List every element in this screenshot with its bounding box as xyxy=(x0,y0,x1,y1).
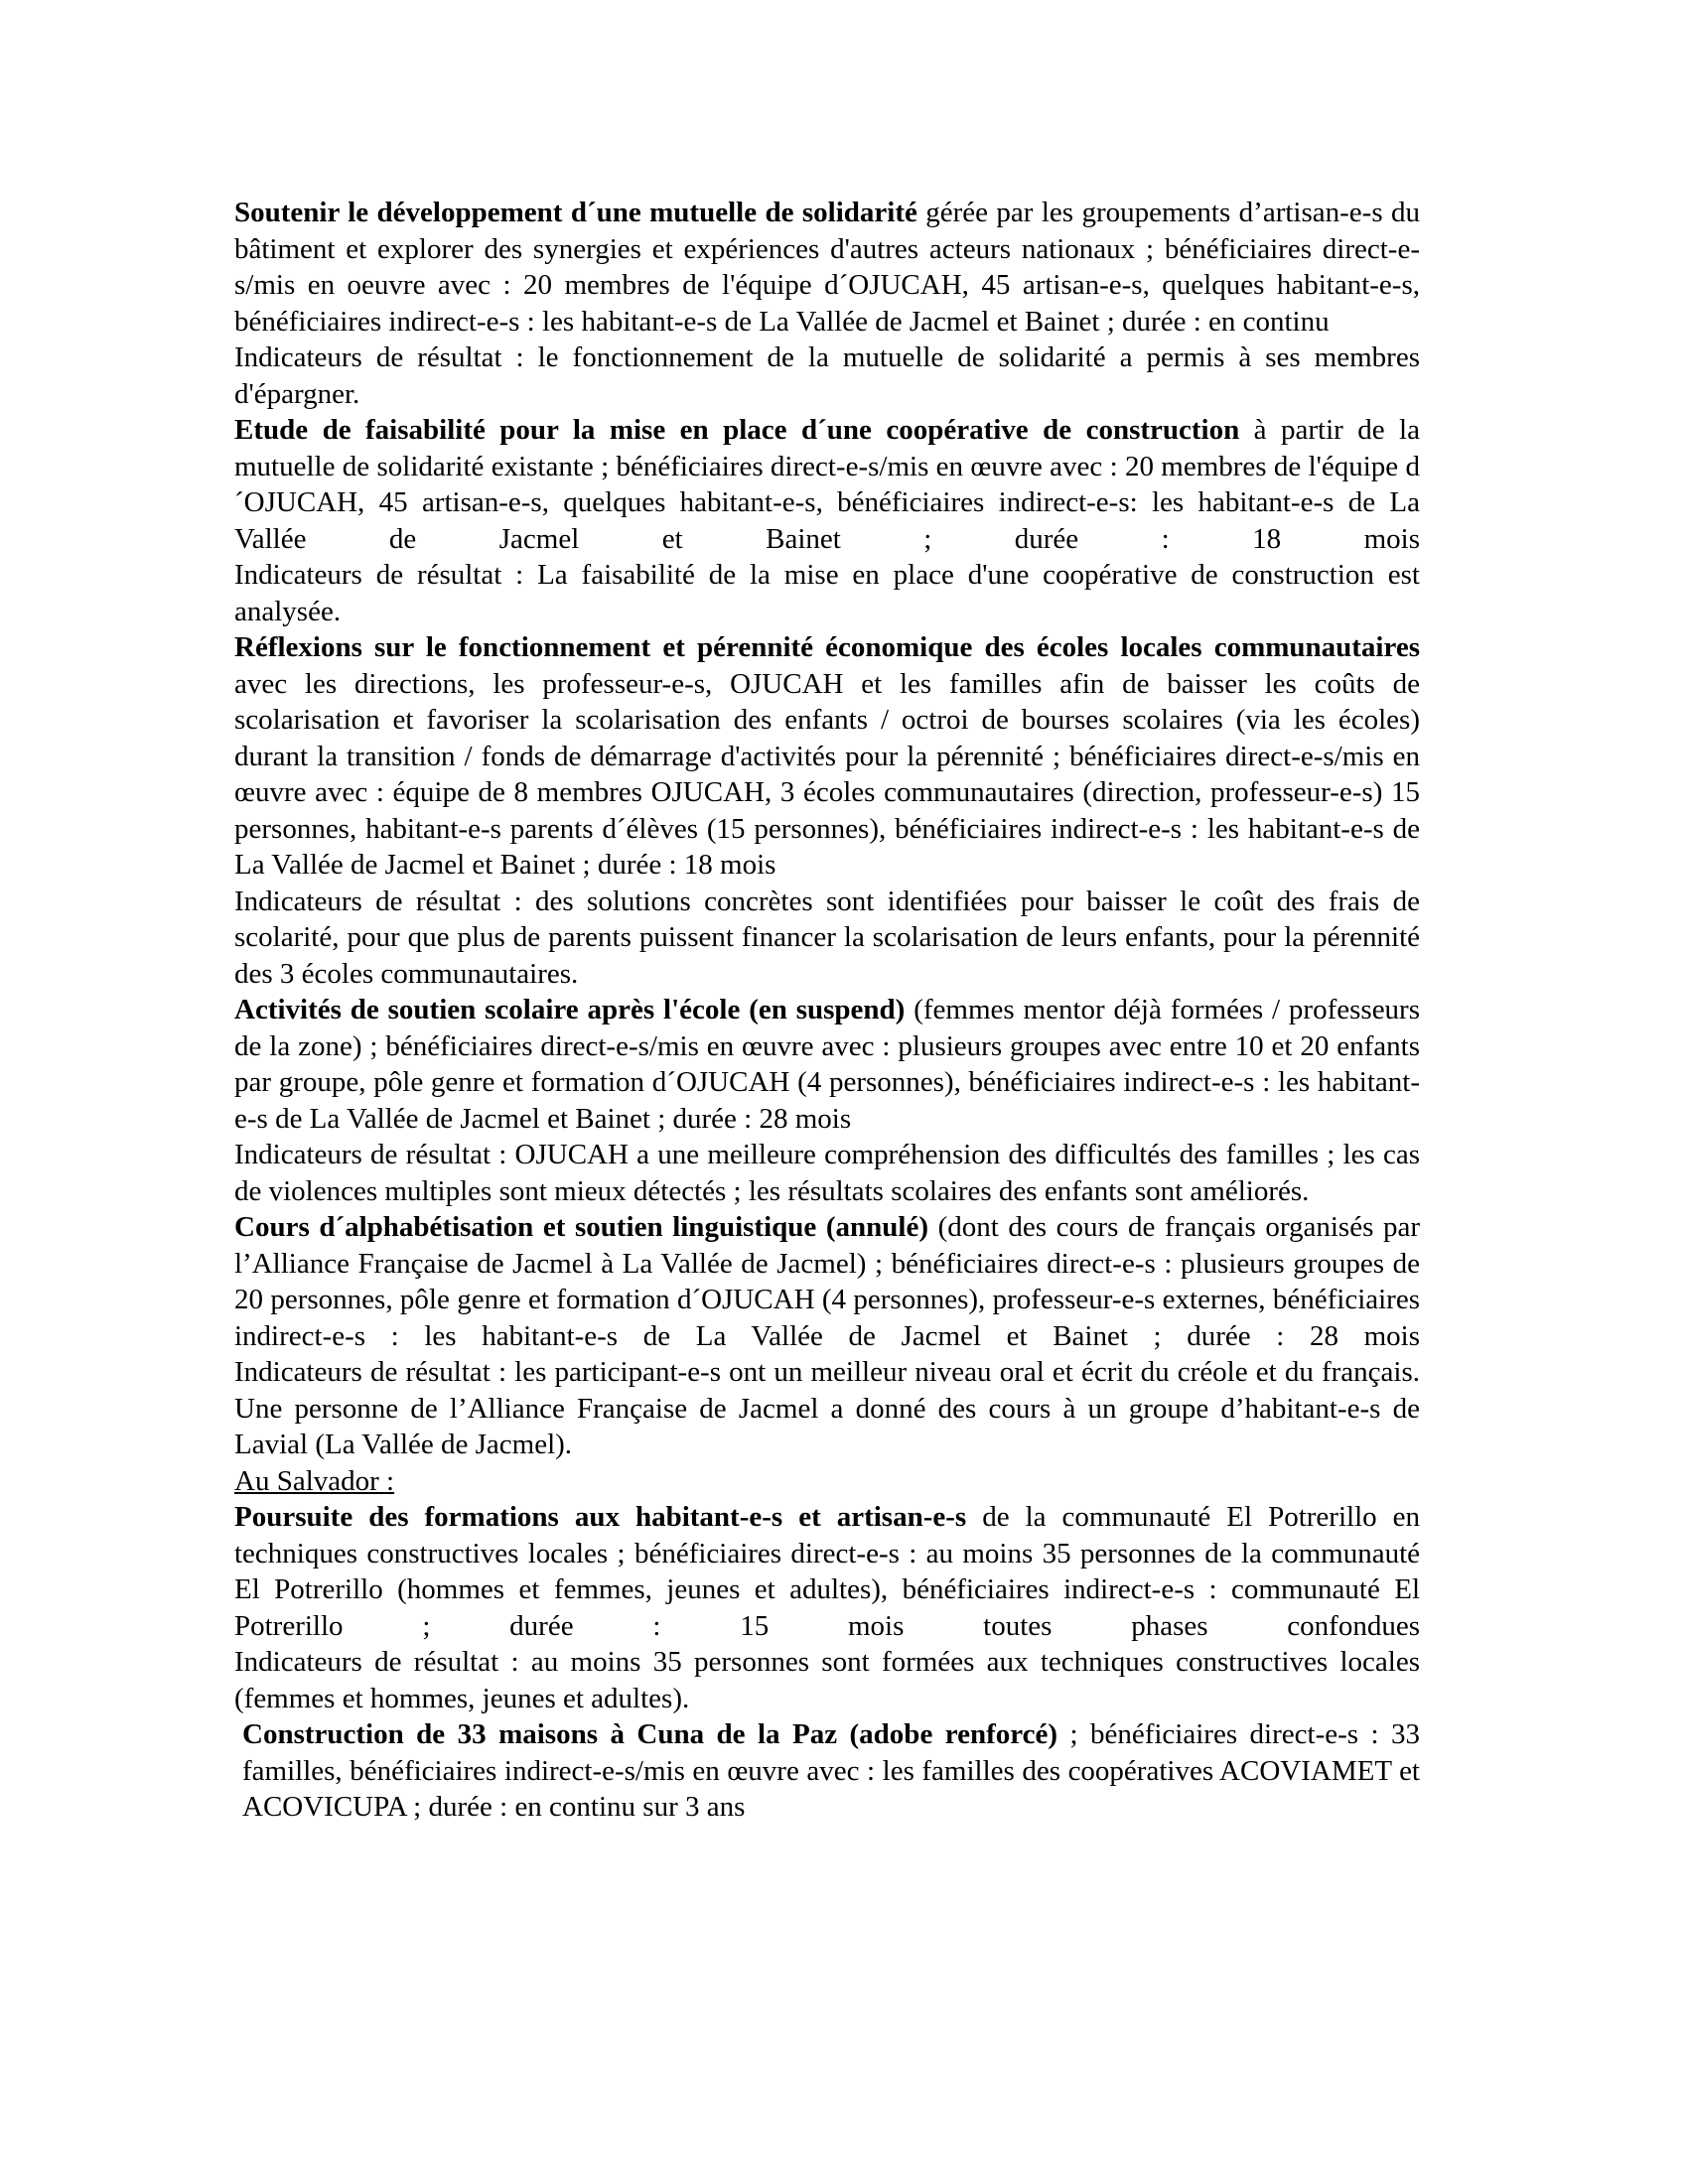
paragraph-cooperative xyxy=(234,412,1420,557)
heading-alphabetisation: Cours d´alphabétisation et soutien linguistique (annulé) xyxy=(234,1211,928,1243)
text-formations: de la communauté El Potrerillo en techniques constructives locales ; bénéficiaires direct-e-s : au moins 35 personnes de la communauté El Potrerillo (hommes et femmes, jeunes et adultes), bénéficiaires indirect-e-s : communauté El Potrerillo ; durée : 15 mois toutes phases confondues xyxy=(234,1501,1420,1642)
paragraph-soutien-scolaire xyxy=(234,992,1420,1137)
paragraph-formations xyxy=(234,1499,1420,1644)
indicator-formations: Indicateurs de résultat : au moins 35 personnes sont formées aux techniques constructives locales (femmes et hommes, jeunes et adultes). xyxy=(234,1646,1420,1714)
indicator-ecoles: Indicateurs de résultat : des solutions concrètes sont identifiées pour baisser le coût des frais de scolarité, pour que plus de parents puissent financer la scolarisation de leurs enfants, pour la pérennité des 3 écoles communautaires. xyxy=(234,885,1420,990)
indicator-soutien-scolaire: Indicateurs de résultat : OJUCAH a une meilleure compréhension des difficultés des familles ; les cas de violences multiples sont mieux détectés ; les résultats scolaires des enfants sont améliorés. xyxy=(234,1139,1420,1207)
text-cooperative: à partir de la mutuelle de solidarité existante ; bénéficiaires direct-e-s/mis en œuvre avec : 20 membres de l'équipe d´OJUCAH, 45 artisan-e-s, quelques habitant-e-s, bénéficiaires indirect-e-s: les habitant-e-s de La Vallée de Jacmel et Bainet ; durée : 18 mois xyxy=(234,414,1420,555)
section-salvador-label: Au Salvador : xyxy=(234,1464,395,1497)
text-construction: ; bénéficiaires direct-e-s : 33 familles, bénéficiaires indirect-e-s/mis en œuvre avec : les familles des coopératives ACOVIAMET et ACOVICUPA ; durée : en continu sur 3 ans xyxy=(242,1718,1420,1823)
heading-construction: Construction de 33 maisons à Cuna de la Paz (adobe renforcé) xyxy=(242,1718,1058,1750)
text-alphabetisation: (dont des cours de français organisés par l’Alliance Française de Jacmel à La Vallée de Jacmel) ; bénéficiaires direct-e-s : plusieurs groupes de 20 personnes, pôle genre et formation d´OJUCAH (4 personnes), professeur-e-s externes, bénéficiaires indirect-e-s : les habitant-e-s de La Vallée de Jacmel et Bainet ; durée : 28 mois xyxy=(234,1211,1420,1352)
heading-soutien-scolaire: Activités de soutien scolaire après l'école (en suspend) xyxy=(234,994,906,1025)
section-salvador xyxy=(234,1463,1420,1500)
text-ecoles: avec les directions, les professeur-e-s, OJUCAH et les familles afin de baisser les coûts de scolarisation et favoriser la scolarisation des enfants / octroi de bourses scolaires (via les écoles) durant la transition / fonds de démarrage d'activités pour la pérennité ; bénéficiaires direct-e-s/mis en œuvre avec : équipe de 8 membres OJUCAH, 3 écoles communautaires (direction, professeur-e-s) 15 personnes, habitant-e-s parents d´élèves (15 personnes), bénéficiaires indirect-e-s : les habitant-e-s de La Vallée de Jacmel et Bainet ; durée : 18 mois xyxy=(234,667,1420,881)
heading-formations: Poursuite des formations aux habitant-e-s et artisan-e-s xyxy=(234,1501,967,1533)
heading-ecoles: Réflexions sur le fonctionnement et pérennité économique des écoles locales communautaires xyxy=(234,631,1420,663)
paragraph-alphabetisation xyxy=(234,1209,1420,1354)
indicator-alphabetisation: Indicateurs de résultat : les participant-e-s ont un meilleur niveau oral et écrit du créole et du français. Une personne de l’Alliance Française de Jacmel a donné des cours à un groupe d’habitant-e-s de Lavial (La Vallée de Jacmel). xyxy=(234,1356,1420,1460)
document-body xyxy=(234,195,1420,1826)
indicator-cooperative: Indicateurs de résultat : La faisabilité de la mise en place d'une coopérative de construction est analysée. xyxy=(234,559,1420,627)
paragraph-mutuelle xyxy=(234,195,1420,340)
text-mutuelle: gérée par les groupements d’artisan-e-s du bâtiment et explorer des synergies et expériences d'autres acteurs nationaux ; bénéficiaires direct-e-s/mis en oeuvre avec : 20 membres de l'équipe d´OJUCAH, 45 artisan-e-s, quelques habitant-e-s, bénéficiaires indirect-e-s : les habitant-e-s de La Vallée de Jacmel et Bainet ; durée : en continu xyxy=(234,197,1421,338)
paragraph-ecoles xyxy=(234,629,1420,884)
text-soutien-scolaire: (femmes mentor déjà formées / professeurs de la zone) ; bénéficiaires direct-e-s/mis en œuvre avec : plusieurs groupes avec entre 10 et 20 enfants par groupe, pôle genre et formation d´OJUCAH (4 personnes), bénéficiaires indirect-e-s : les habitant-e-s de La Vallée de Jacmel et Bainet ; durée : 28 mois xyxy=(234,994,1421,1135)
indicator-mutuelle: Indicateurs de résultat : le fonctionnement de la mutuelle de solidarité a permis à ses membres d'épargner. xyxy=(234,341,1420,410)
paragraph-construction xyxy=(234,1716,1420,1826)
heading-cooperative: Etude de faisabilité pour la mise en place d´une coopérative de construction xyxy=(234,414,1240,446)
heading-mutuelle: Soutenir le développement d´une mutuelle de solidarité xyxy=(234,197,917,228)
